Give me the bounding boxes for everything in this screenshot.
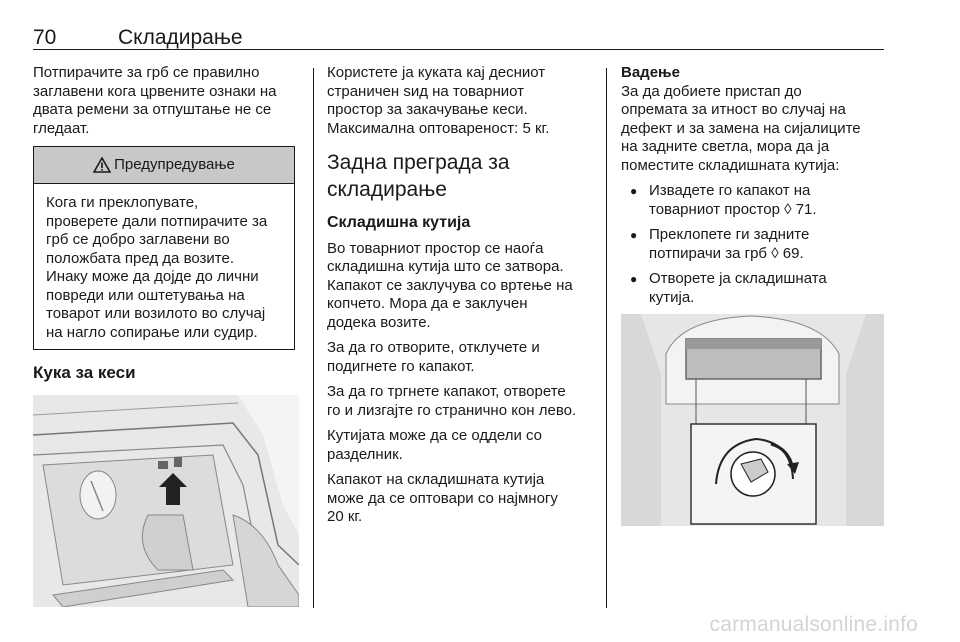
step-text: Преклопете ги задните потпирачи за грб (649, 226, 810, 262)
page-ref[interactable]: 69. (782, 244, 804, 262)
list-item (621, 226, 889, 263)
list-item (621, 182, 889, 219)
warning-title: Предупредување (114, 155, 235, 173)
storage-paragraph: Кутијата може да се оддели со разделник. (327, 427, 543, 463)
storage-paragraph: Капакот на складишната кутија може да се оптовари со најмногу 20 кг. (327, 471, 558, 525)
column-divider (313, 68, 314, 608)
warning-triangle-icon (93, 157, 111, 173)
step-text: Отворете ја складишната кутија. (649, 270, 827, 306)
column-divider (606, 68, 607, 608)
warning-text: Кога ги преклопувате, проверете дали потпирачите за грб се добро заглавени во положбата пред да возите. Инаку може да дојде до лични повреди или оштетувања на товарот или возилото во случај на нагло сопирање или судир. (46, 194, 268, 341)
storage-box-illustration (621, 314, 884, 526)
page-ref-icon: ◊ (784, 200, 792, 218)
page-number: 70 (33, 26, 57, 49)
column-3 (621, 64, 889, 526)
intro-paragraph: Потпирачите за грб се правилно заглавени кога црвените ознаки на двата ремени за отпуштање не се гледаат. (33, 64, 277, 137)
step-text: Извадете го капакот на товарниот простор (649, 182, 811, 218)
storage-section-heading: Задна преграда за складирање (327, 151, 510, 201)
list-item (621, 270, 889, 307)
watermark: carmanualsonline.info (709, 613, 918, 636)
header-rule (33, 49, 884, 50)
column-2 (327, 64, 595, 534)
storage-box-heading: Складишна кутија (327, 214, 471, 231)
page-ref-icon: ◊ (771, 244, 779, 262)
page-ref[interactable]: 71. (795, 200, 817, 218)
removal-intro: За да добиете пристап до опремата за итност во случај на дефект и за замена на сијалиците на задните светла, мора да ја поместите складишната кутија: (621, 82, 861, 174)
storage-paragraph: Во товарниот простор се наоѓа складишна кутија што се затвора. Капакот се заклучува со вртење на копчето. Мора да е заклучен додека возите. (327, 239, 573, 331)
bag-hook-heading: Кука за кеси (33, 363, 136, 382)
page-title: Складирање (118, 26, 243, 49)
column-1 (33, 64, 299, 607)
warning-header (34, 147, 294, 184)
warning-box (33, 146, 295, 350)
bag-hook-text: Користете ја куката кај десниот страничен ѕид на товарниот простор за закачување кеси. Максимална оптовареност: 5 кг. (327, 64, 550, 137)
bag-hook-illustration (33, 395, 299, 607)
removal-steps (621, 182, 889, 307)
removal-heading: Вадење (621, 64, 680, 81)
storage-paragraph: За да го отворите, отклучете и подигнете го капакот. (327, 339, 540, 375)
storage-paragraph: За да го тргнете капакот, отворете го и лизгајте го странично кон лево. (327, 383, 577, 419)
